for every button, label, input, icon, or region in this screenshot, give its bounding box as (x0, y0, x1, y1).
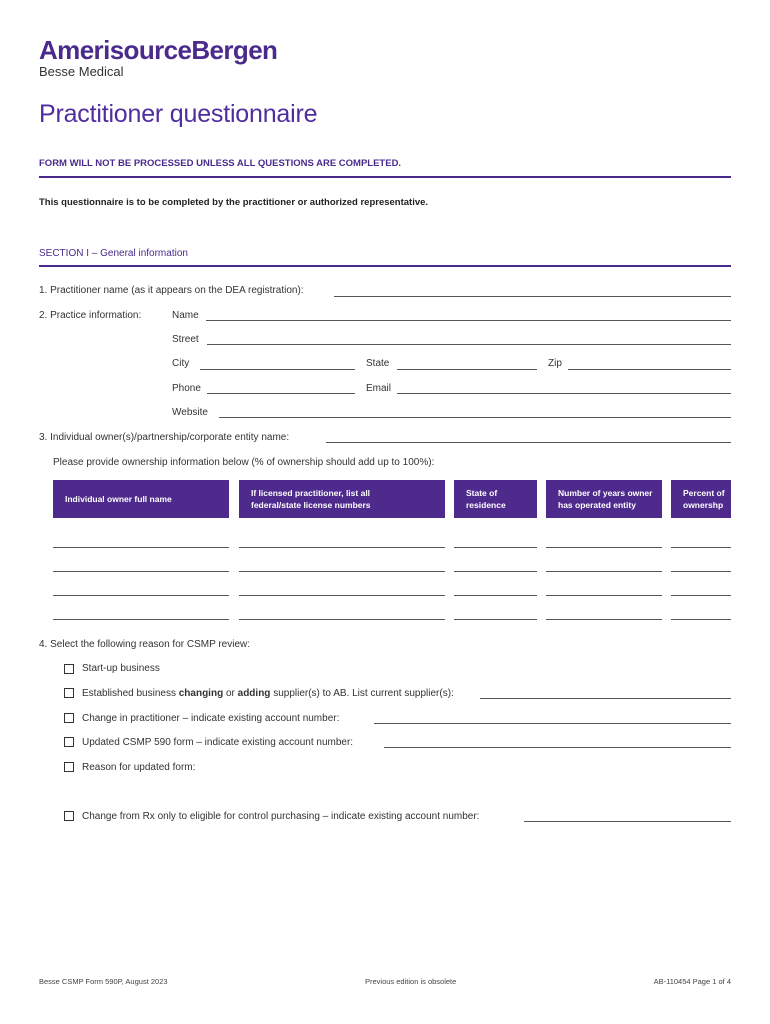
established-option-label: Established business changing or adding supplier(s) to AB. List current supplier(s): (82, 688, 454, 699)
owner-row-1-col-2-field[interactable] (239, 547, 445, 548)
owner-row-3-col-1-field[interactable] (53, 595, 229, 596)
established-checkbox[interactable] (64, 688, 74, 698)
brand-division: Besse Medical (39, 64, 124, 79)
practice-name-field[interactable] (206, 320, 731, 321)
question-1-label: 1. Practitioner name (as it appears on the DEA registration): (39, 285, 304, 296)
brand-logo (39, 37, 277, 79)
street-field[interactable] (207, 344, 731, 345)
section-divider (39, 265, 731, 267)
header-license-numbers: If licensed practitioner, list all federal/state license numbers (239, 480, 445, 518)
footer-edition-note: Previous edition is obsolete (365, 977, 457, 986)
header-state-residence: State of residence (454, 480, 537, 518)
question-3-label: 3. Individual owner(s)/partnership/corporate entity name: (39, 432, 290, 443)
owner-row-3-col-3-field[interactable] (454, 595, 537, 596)
city-field[interactable] (200, 369, 355, 370)
ownership-note: Please provide ownership information below (% of ownership should add up to 100%): (53, 457, 435, 468)
owner-row-2-col-1-field[interactable] (53, 571, 229, 572)
zip-field[interactable] (568, 369, 731, 370)
updated-form-checkbox[interactable] (64, 737, 74, 747)
warning-divider (39, 176, 731, 178)
updated-form-label: Updated CSMP 590 form – indicate existing account number: (82, 737, 354, 748)
website-label: Website (172, 407, 208, 418)
completion-warning: FORM WILL NOT BE PROCESSED UNLESS ALL QUESTIONS ARE COMPLETED. (39, 158, 402, 169)
email-label: Email (366, 383, 392, 394)
practitioner-name-field[interactable] (334, 296, 731, 297)
owner-row-4-col-3-field[interactable] (454, 619, 537, 620)
reason-updated-checkbox[interactable] (64, 762, 74, 772)
change-practitioner-label: Change in practitioner – indicate existing account number: (82, 713, 340, 724)
street-label: Street (172, 334, 199, 345)
city-label: City (172, 358, 190, 369)
header-percent-ownership: Percent of ownershp (671, 480, 731, 518)
brand-name: AmerisourceBergen (39, 35, 278, 65)
change-rx-account-field[interactable] (524, 821, 731, 822)
owner-row-2-col-5-field[interactable] (671, 571, 731, 572)
state-field[interactable] (397, 369, 537, 370)
header-years-operated: Number of years owner has operated entity (546, 480, 662, 518)
phone-label: Phone (172, 383, 201, 394)
owner-row-1-col-5-field[interactable] (671, 547, 731, 548)
intro-text: This questionnaire is to be completed by the practitioner or authorized representative. (39, 197, 429, 208)
page-title: Practitioner questionnaire (39, 100, 318, 128)
state-label: State (366, 358, 390, 369)
change-practitioner-account-field[interactable] (374, 723, 731, 724)
question-4-label: 4. Select the following reason for CSMP review: (39, 639, 251, 650)
owner-row-4-col-1-field[interactable] (53, 619, 229, 620)
change-rx-label: Change from Rx only to eligible for control purchasing – indicate existing account number: (82, 811, 480, 822)
owner-row-1-col-4-field[interactable] (546, 547, 662, 548)
change-practitioner-checkbox[interactable] (64, 713, 74, 723)
header-owner-name: Individual owner full name (53, 480, 229, 518)
owner-row-2-col-4-field[interactable] (546, 571, 662, 572)
owner-row-1-col-3-field[interactable] (454, 547, 537, 548)
owner-row-4-col-2-field[interactable] (239, 619, 445, 620)
section-heading: SECTION I – General information (39, 248, 188, 259)
email-field[interactable] (397, 393, 731, 394)
owner-row-3-col-5-field[interactable] (671, 595, 731, 596)
owner-row-3-col-4-field[interactable] (546, 595, 662, 596)
owner-row-1-col-1-field[interactable] (53, 547, 229, 548)
phone-field[interactable] (207, 393, 355, 394)
name-label: Name (172, 310, 199, 321)
owner-row-4-col-4-field[interactable] (546, 619, 662, 620)
question-2-label: 2. Practice information: (39, 310, 142, 321)
owner-row-2-col-2-field[interactable] (239, 571, 445, 572)
reason-updated-label: Reason for updated form: (82, 762, 196, 773)
website-field[interactable] (219, 417, 731, 418)
entity-name-field[interactable] (326, 442, 731, 443)
footer-page-number: AB-110454 Page 1 of 4 (653, 977, 731, 986)
owner-row-4-col-5-field[interactable] (671, 619, 731, 620)
updated-form-account-field[interactable] (384, 747, 731, 748)
startup-checkbox[interactable] (64, 664, 74, 674)
current-suppliers-field[interactable] (480, 698, 731, 699)
owner-row-3-col-2-field[interactable] (239, 595, 445, 596)
footer-form-id: Besse CSMP Form 590P, August 2023 (39, 977, 168, 986)
startup-option-label: Start-up business (82, 663, 160, 674)
change-rx-checkbox[interactable] (64, 811, 74, 821)
zip-label: Zip (548, 358, 562, 369)
owner-row-2-col-3-field[interactable] (454, 571, 537, 572)
